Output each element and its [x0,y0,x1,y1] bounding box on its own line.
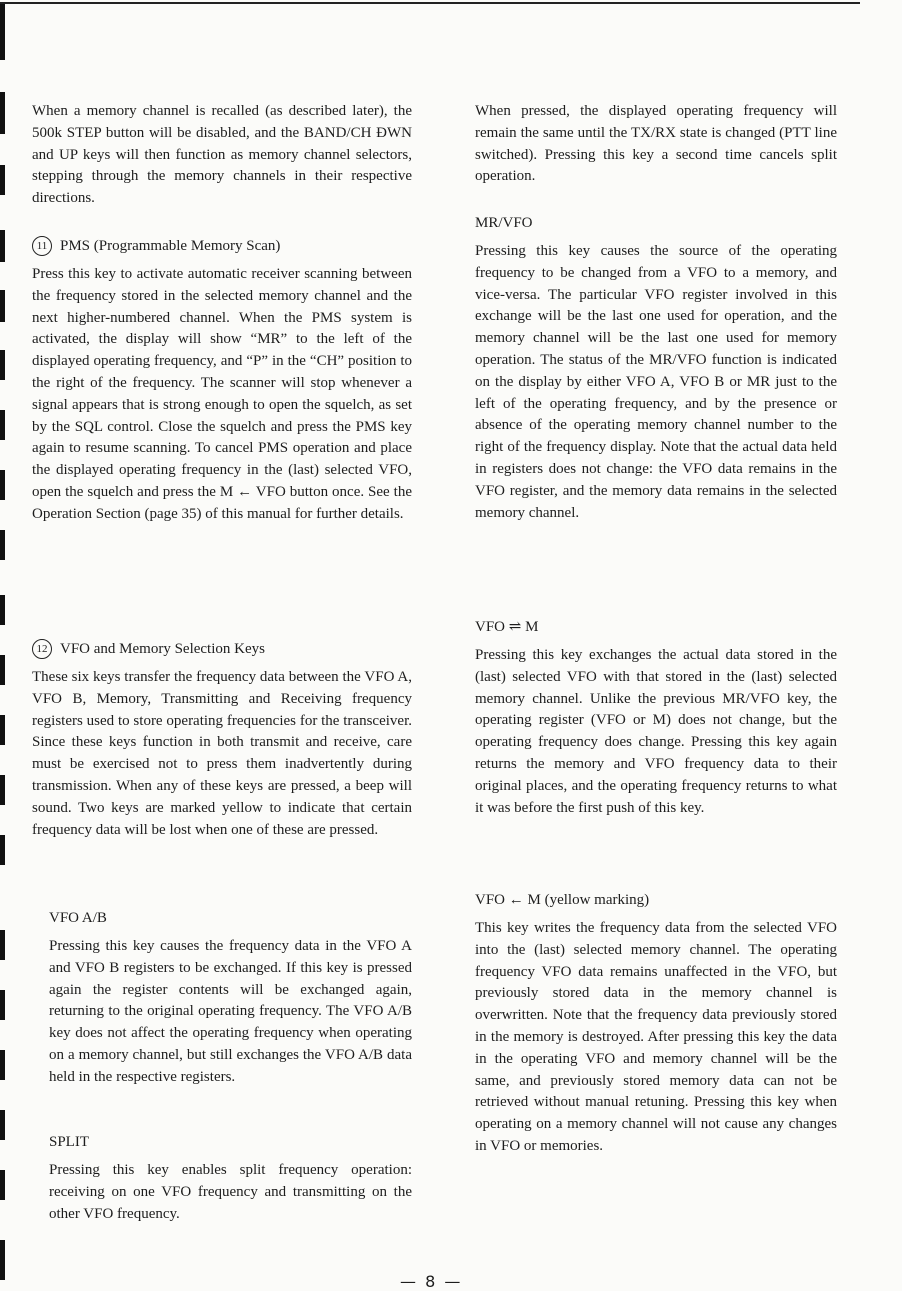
pms-heading [32,236,412,256]
section-number-11: 11 [32,236,52,256]
pms-title: PMS (Programmable Memory Scan) [60,238,281,254]
vfo-ab-text: Pressing this key causes the frequency data in the VFO A and VFO B registers to be exchanged. If this key is pressed again the register contents will be exchanged again, returning to the original operating frequency. The VFO A/B key does not affect the operating frequency when operating on a memory channel, but still exchanges the VFO A/B data held in the respective registers. [49,938,412,1085]
vfo-ab-paragraph [49,936,412,1089]
vfo-to-m-text: This key writes the frequency data from the selected VFO into the (last) selected memory channel. The operating frequency VFO data remains unaffected in the VFO, but previously stored data in the memory channel is overwritten. Note that the frequency data previously stored in the memory is destroyed. After pressing this key the data in the operating VFO and memory channel will be the same, and previously stored memory data can not be retrieved without manual retuning. Pressing this key when operating on a memory channel will not cause any changes in VFO or memories. [475,920,837,1154]
vfo-memory-heading [32,639,412,659]
mr-vfo-heading [475,213,837,233]
top-rule [0,2,860,4]
vfo-m-exchange-text: Pressing this key exchanges the actual data stored in the (last) selected VFO with that stored in the (last) selected memory channel. Unlike the previous MR/VFO key, the operating register (VFO or M) does not change, but the operating frequency does change. Pressing this key again returns the memory and VFO frequency data to their original places, and the operating frequency returns to what it was before the first push of this key. [475,647,837,816]
vfo-m-exchange-heading [475,617,837,637]
vfo-memory-paragraph [32,667,412,841]
page-number: — 8 — [400,1272,463,1291]
vfo-m-exchange-title: VFO ⇌ M [475,619,539,635]
vfo-to-m-paragraph [475,918,837,1158]
vfo-to-m-heading [475,890,837,910]
vfo-memory-title: VFO and Memory Selection Keys [60,641,265,657]
binding-marks [0,0,6,1290]
vfo-memory-text: These six keys transfer the frequency data between the VFO A, VFO B, Memory, Transmitting and Receiving frequency registers used to store operating frequencies for the transceiver. Since these keys function in both transmit and receive, care must be exercised not to press them inadvertently during transmission. When any of these keys are pressed, a beep will sound. Two keys are marked yellow to indicate that certain frequency data will be lost when one of these are pressed. [32,669,412,838]
split-title: SPLIT [49,1134,90,1150]
vfo-to-m-title: VFO ← M (yellow marking) [475,892,650,908]
vfo-ab-title: VFO A/B [49,910,107,926]
split-heading [49,1132,412,1152]
vfo-m-exchange-paragraph [475,645,837,819]
intro-paragraph [32,101,412,210]
split-continued-paragraph [475,101,837,188]
vfo-ab-heading [49,908,412,928]
pms-text: Press this key to activate automatic receiver scanning between the frequency stored in the selected memory channel and the next higher-numbered channel. When the PMS system is activated, the display will show “MR” to the left of the displayed operating frequency, and “P” in the “CH” position to the right of the frequency. The scanner will stop whenever a signal appears that is strong enough to open the squelch, as set by the SQL control. Close the squelch and press the PMS key again to resume scanning. To cancel PMS operation and place the displayed operating frequency in the (last) selected VFO, open the squelch and press the M ← VFO button once. See the Operation Section (page 35) of this manual for further details. [32,266,412,522]
split-paragraph [49,1160,412,1225]
mr-vfo-title: MR/VFO [475,215,533,231]
section-number-12: 12 [32,639,52,659]
pms-paragraph [32,264,412,526]
split-text: Pressing this key enables split frequency operation: receiving on one VFO frequency and transmitting on the other VFO frequency. [49,1162,412,1222]
mr-vfo-text: Pressing this key causes the source of the operating frequency to be changed from a VFO to a memory, and vice-versa. The particular VFO register involved in this exchange will be the last one used for operation, and the memory channel will be the last one used for memory operation. The status of the MR/VFO function is indicated on the display by either VFO A, VFO B or MR just to the left of the operating frequency, and by the presence or absence of the operating memory channel number to the right of the frequency display. Note that the actual data held in registers does not change: the VFO data remains in the VFO register, and the memory data remains in the selected memory channel. [475,243,837,521]
split-continued-text: When pressed, the displayed operating frequency will remain the same until the TX/RX state is changed (PTT line switched). Pressing this key a second time cancels split operation. [475,103,837,185]
mr-vfo-paragraph [475,241,837,524]
intro-text: When a memory channel is recalled (as described later), the 500k STEP button will be disabled, and the BAND/CH ÐWN and UP keys will then function as memory channel selectors, stepping through the memory channels in their respective directions. [32,103,412,207]
